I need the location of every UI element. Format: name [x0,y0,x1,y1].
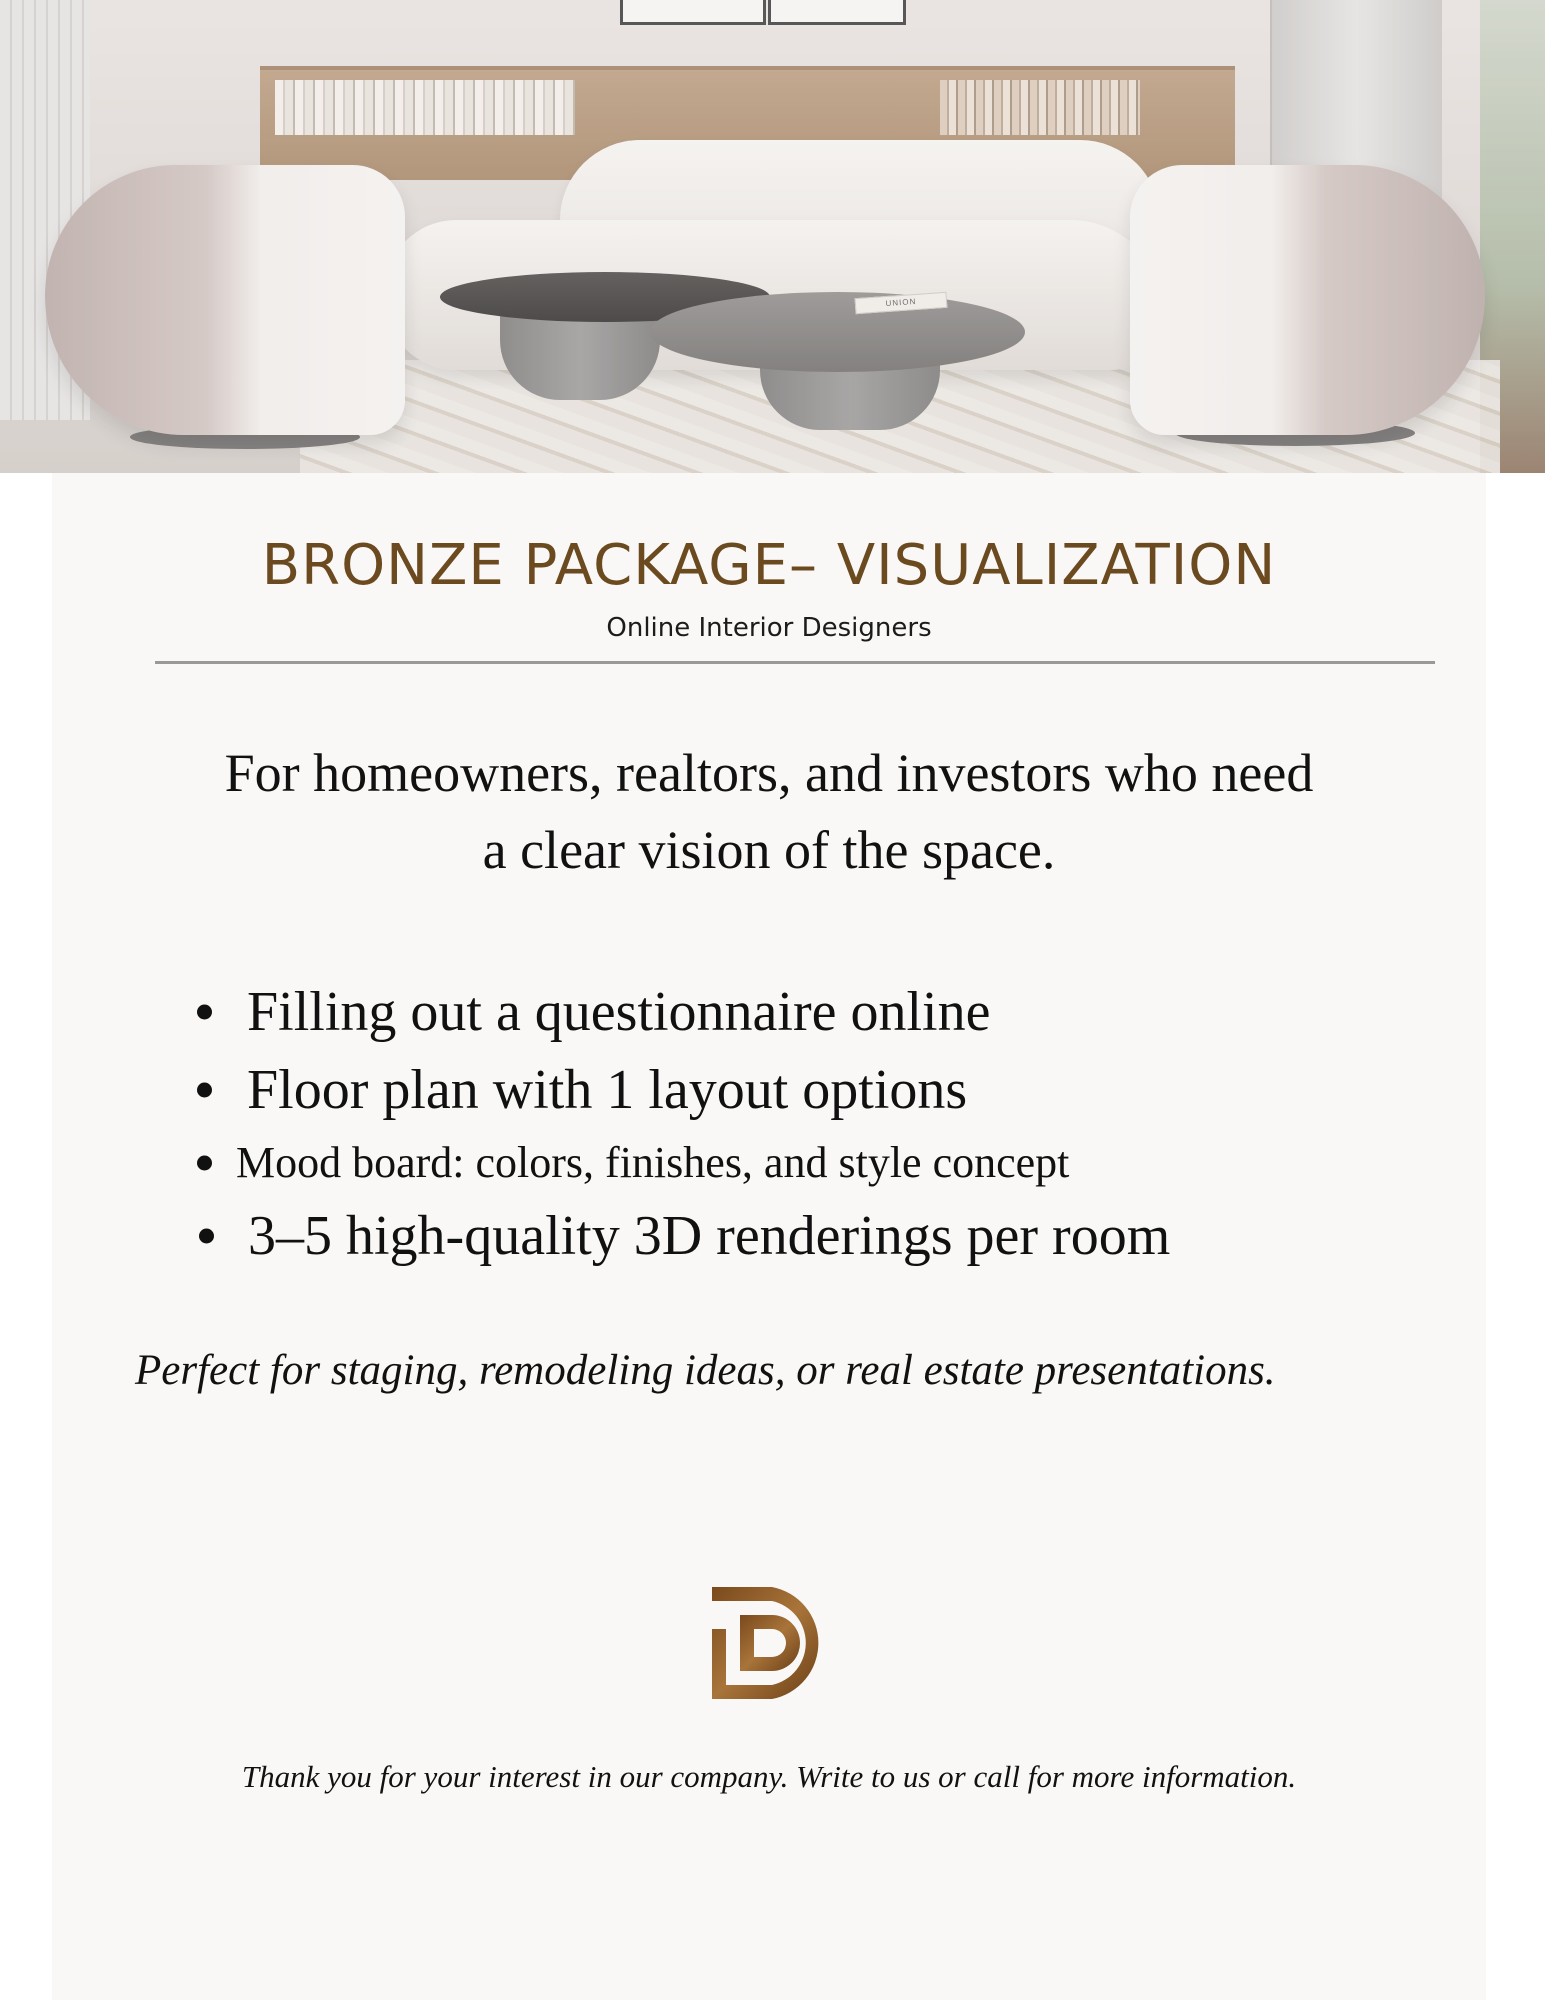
bullet-icon [199,1229,214,1244]
bullet-icon [197,1156,212,1171]
intro-text [52,735,1486,889]
d-monogram-logo-icon [710,1585,834,1701]
page-title: BRONZE PACKAGE– VISUALIZATION [261,533,1277,598]
page-subtitle: Online Interior Designers [606,613,932,643]
list-item [142,973,1170,1051]
footer-thanks: Thank you for your interest in our company. Write to us or call for more information. [241,1759,1297,1794]
divider [155,661,1435,664]
bullet-icon [197,1083,212,1098]
package-card [52,473,1486,2000]
intro-line-2: a clear vision of the space. [482,820,1056,880]
feature-text: Mood board: colors, finishes, and style concept [236,1138,1070,1187]
feature-text: Filling out a questionnaire online [247,981,991,1043]
feature-list [142,973,1170,1275]
tagline: Perfect for staging, remodeling ideas, or real estate presentations. [135,1347,1276,1394]
list-item [142,1197,1170,1275]
intro-line-1: For homeowners, realtors, and investors who need [224,743,1314,803]
feature-text: Floor plan with 1 layout options [247,1059,968,1121]
photo-overlay [0,0,1545,473]
bullet-icon [197,1005,212,1020]
book-on-table: UNION [855,292,948,314]
feature-text: 3–5 high-quality 3D renderings per room [248,1205,1171,1267]
list-item [142,1051,1170,1129]
hero-photo [0,0,1545,473]
list-item [142,1129,1170,1197]
